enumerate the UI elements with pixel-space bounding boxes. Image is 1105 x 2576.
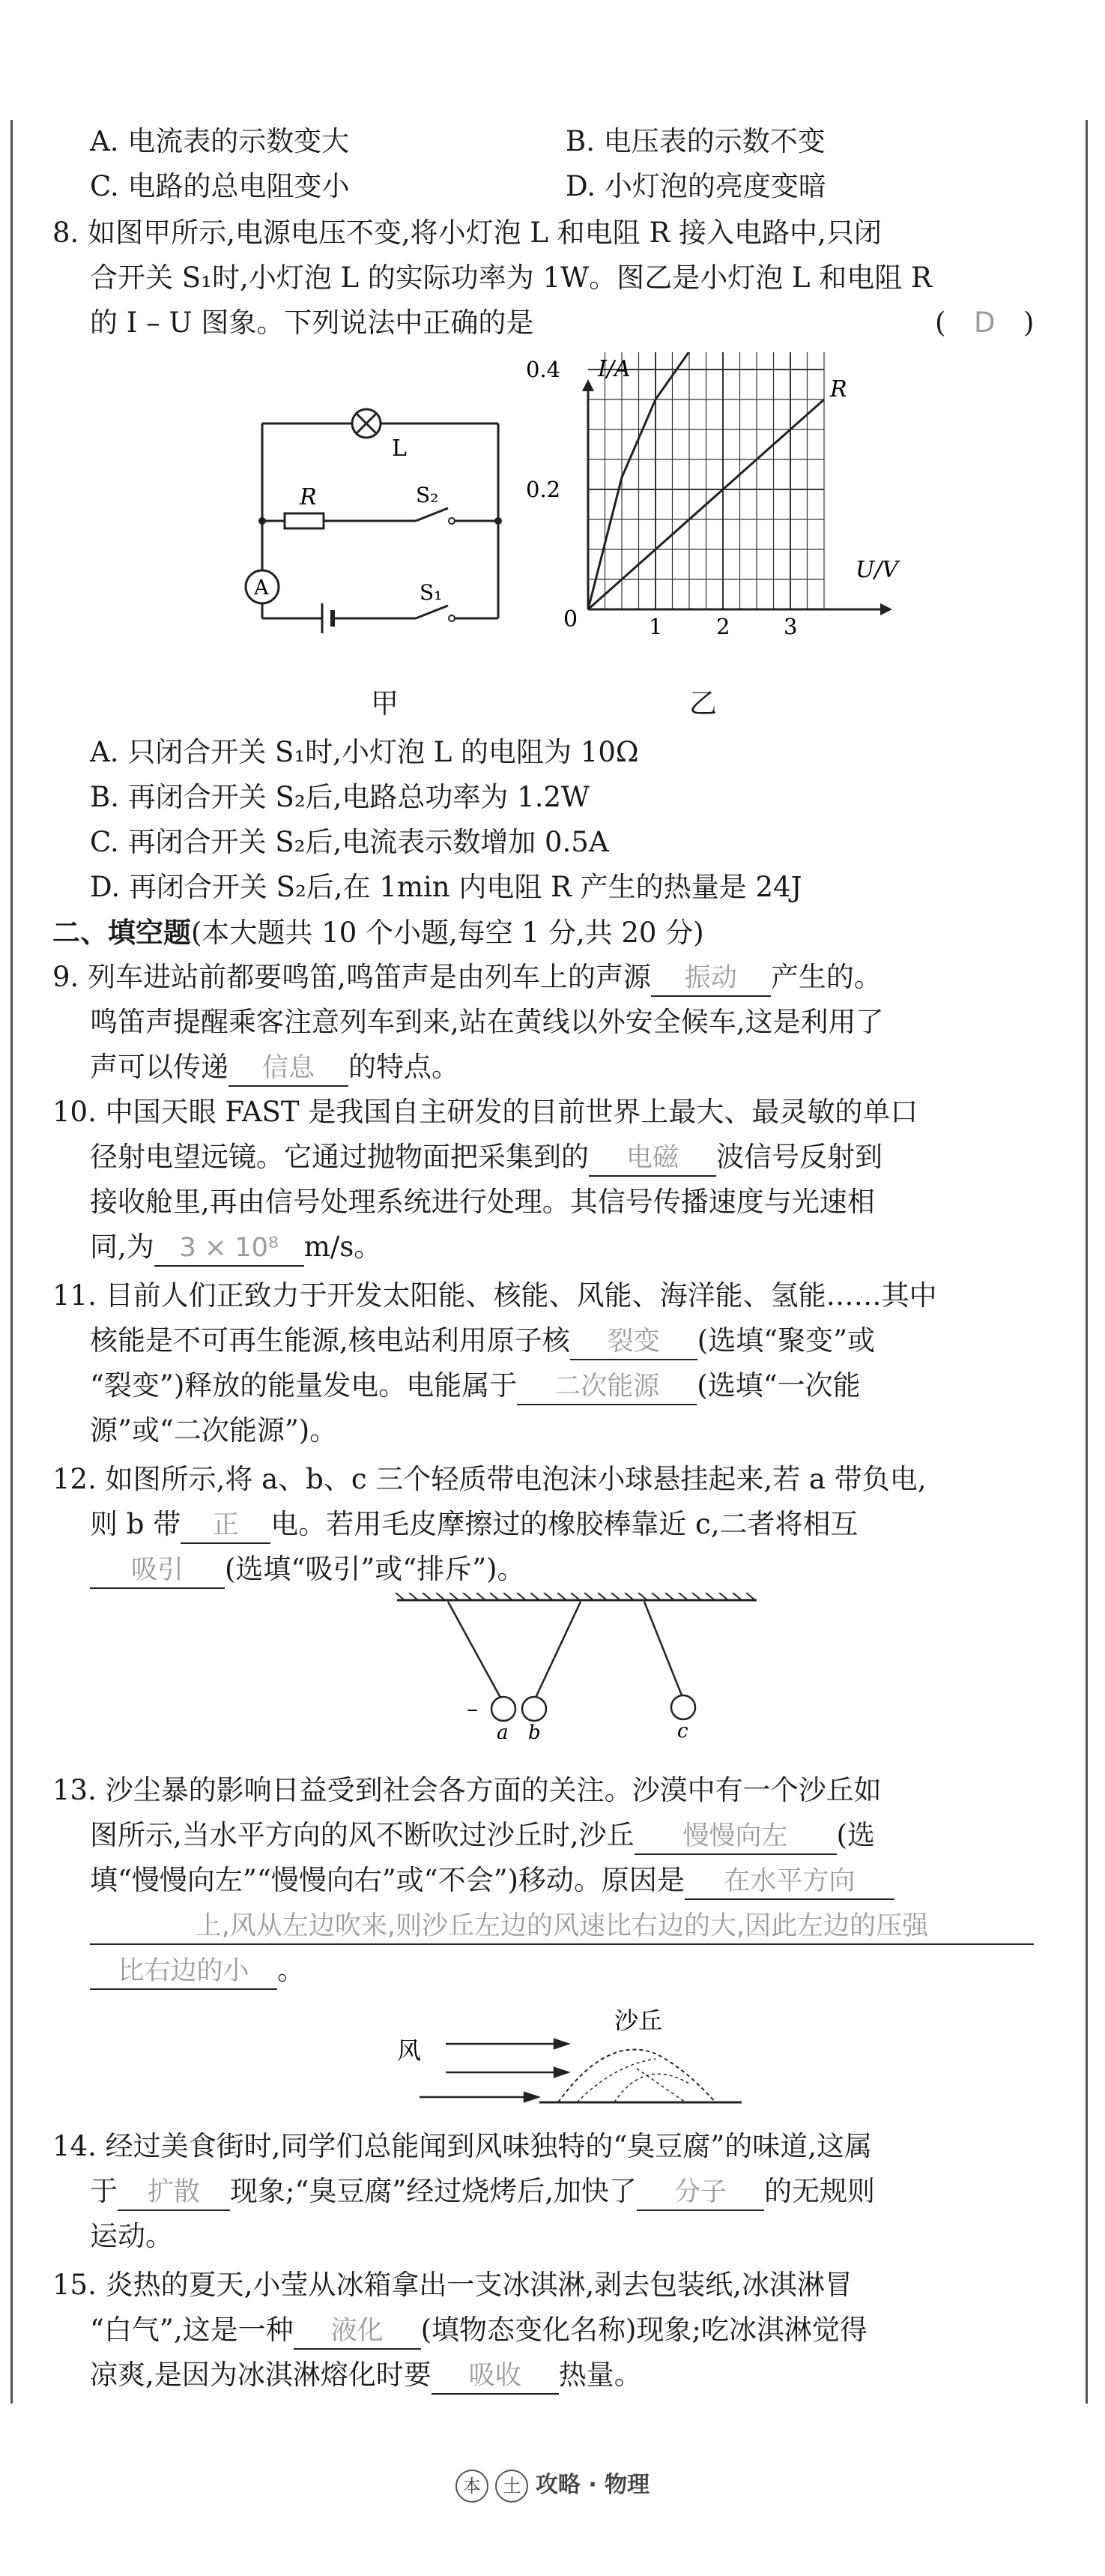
ball-a — [491, 1697, 515, 1721]
x-tick-label: 3 — [784, 614, 798, 639]
q8-line2: 合开关 S₁时,小灯泡 L 的实际功率为 1W。图乙是小灯泡 L 和电阻 R — [90, 262, 932, 294]
q15-line2 — [90, 2308, 868, 2352]
q15-answer-2: 吸收 — [432, 2359, 559, 2395]
q9-text-4: 的特点。 — [348, 1051, 459, 1083]
switch-s2-contact — [449, 518, 455, 524]
thread-a — [448, 1602, 500, 1698]
q9-answer-2: 信息 — [228, 1051, 348, 1087]
y-tick-label: 0.2 — [526, 477, 561, 502]
q8-line1: 8. 如图甲所示,电源电压不变,将小灯泡 L 和电阻 R 接入电路中,只闭 — [52, 217, 882, 249]
x-tick-label: 1 — [649, 614, 663, 639]
q11-text-2: (选填“聚变”或 — [697, 1324, 876, 1357]
left-margin-line — [10, 120, 13, 2404]
q12-line1: 12. 如图所示,将 a、b、c 三个轻质带电泡沫小球悬挂起来,若 a 带负电, — [52, 1463, 927, 1495]
q12-answer-1: 正 — [181, 1508, 270, 1544]
ball-c — [671, 1695, 695, 1719]
section-note: (本大题共 10 个小题,每空 1 分,共 20 分) — [191, 917, 704, 949]
q8-answer-bracket — [935, 301, 1034, 345]
q12-answer-2: 吸引 — [90, 1553, 225, 1589]
wind-arrow-1-head — [554, 2039, 568, 2048]
ball-a-label: a — [497, 1722, 509, 1739]
pith-balls-figure — [390, 1593, 764, 1739]
q10-line4 — [90, 1225, 381, 1269]
q10-text-2: 波信号反射到 — [716, 1141, 883, 1173]
origin-label: 0 — [563, 606, 578, 633]
wind-arrow-2-head — [554, 2068, 568, 2077]
q9-line1 — [52, 956, 882, 999]
q12-text-3: (选填“吸引”或“排斥”)。 — [225, 1553, 525, 1585]
ball-c-label: c — [677, 1720, 688, 1739]
q10-answer-2: 3 × 10⁸ — [154, 1231, 304, 1267]
q14-line3: 运动。 — [90, 2220, 173, 2252]
y-axis-arrow-icon — [582, 379, 594, 391]
circuit-caption: 甲 — [371, 687, 399, 720]
q15-answer-1: 液化 — [294, 2314, 421, 2350]
q13-line4 — [90, 1904, 1034, 1947]
q8-option-a: A. 只闭合开关 S₁时,小灯泡 L 的电阻为 10Ω — [90, 736, 639, 768]
switch-s1-icon — [416, 606, 448, 618]
q10-answer-1: 电磁 — [589, 1141, 716, 1177]
lamp-label: L — [392, 435, 407, 462]
switch-s1-label: S₁ — [420, 580, 443, 605]
q7-option-b: B. 电压表的示数不变 — [566, 125, 826, 157]
y-tick-label: 0.4 — [526, 357, 561, 382]
footer-badge-1: 本 — [455, 2470, 488, 2503]
q9-text-3: 声可以传递 — [90, 1051, 228, 1083]
q13-answer-2a: 在水平方向 — [685, 1864, 894, 1900]
q13-text-4: 。 — [277, 1954, 305, 1986]
q10-text-4: m/s。 — [303, 1231, 382, 1263]
switch-s2-label: S₂ — [416, 483, 439, 507]
q15-text-3: 凉爽,是因为冰淇淋熔化时要 — [90, 2359, 432, 2391]
q15-line3 — [90, 2353, 642, 2397]
resistor-icon — [285, 513, 324, 528]
switch-s1-contact — [449, 615, 455, 621]
graph-caption: 乙 — [689, 687, 717, 720]
q7-option-c: C. 电路的总电阻变小 — [90, 170, 350, 202]
thread-c — [644, 1602, 682, 1695]
q13-line3 — [90, 1859, 894, 1902]
dune-inner-lines — [577, 2059, 689, 2102]
q7-option-a: A. 电流表的示数变大 — [90, 125, 350, 157]
q8-option-c: C. 再闭合开关 S₂后,电流表示数增加 0.5A — [90, 826, 609, 858]
q10-text-3: 同,为 — [90, 1231, 154, 1263]
q13-answer-1: 慢慢向左 — [635, 1819, 837, 1855]
q13-line1: 13. 沙尘暴的影响日益受到社会各方面的关注。沙漠中有一个沙丘如 — [52, 1774, 882, 1806]
page-footer — [0, 2466, 1105, 2503]
iu-graph — [517, 352, 921, 652]
q8-option-b: B. 再闭合开关 S₂后,电路总功率为 1.2W — [90, 781, 590, 813]
q12-text-2: 电。若用毛皮摩擦过的橡胶棒靠近 c,二者将相互 — [270, 1508, 859, 1540]
footer-badge-2: 土 — [495, 2470, 528, 2503]
junction-left — [258, 517, 266, 525]
q14-line2 — [90, 2170, 875, 2213]
q13-line5 — [90, 1949, 305, 1992]
q9-text-2: 产生的。 — [770, 961, 882, 993]
q14-answer-1: 扩散 — [118, 2175, 230, 2211]
q9-line3 — [90, 1046, 459, 1089]
dune-label: 沙丘 — [614, 2006, 663, 2035]
q11-text-4: (选填“一次能 — [697, 1369, 861, 1402]
q8-paren-open: ( — [935, 307, 946, 339]
q10-text-1: 径射电望远镜。它通过抛物面把采集到的 — [90, 1141, 589, 1173]
q10-line2 — [90, 1135, 883, 1179]
x-axis-label: U/V — [856, 557, 899, 583]
junction-right — [494, 517, 502, 525]
ball-a-charge: – — [467, 1696, 478, 1722]
q13-answer-2c: 比右边的小 — [90, 1954, 277, 1990]
q9-text-1: 9. 列车进站前都要鸣笛,鸣笛声是由列车上的声源 — [52, 961, 651, 993]
q14-answer-2: 分子 — [637, 2175, 764, 2211]
dune-outline — [558, 2050, 715, 2102]
q15-text-1: “白气”,这是一种 — [90, 2314, 294, 2346]
right-margin-line — [1086, 120, 1088, 2404]
q14-text-2: 现象;“臭豆腐”经过烧烤后,加快了 — [230, 2175, 638, 2207]
q11-text-1: 核能是不可再生能源,核电站利用原子核 — [90, 1324, 570, 1357]
q12-line3 — [90, 1548, 525, 1591]
section-heading — [52, 911, 704, 955]
ammeter-label: A — [254, 576, 269, 600]
ball-b-label: b — [528, 1722, 541, 1739]
q9-line2: 鸣笛声提醒乘客注意列车到来,站在黄线以外安全候车,这是利用了 — [90, 1006, 884, 1038]
ball-b — [522, 1697, 546, 1721]
q12-text-1: 则 b 带 — [90, 1508, 181, 1540]
switch-s2-icon — [416, 508, 448, 521]
wind-label: 风 — [397, 2036, 422, 2065]
q14-text-3: 的无规则 — [764, 2175, 876, 2207]
q15-line1: 15. 炎热的夏天,小莹从冰箱拿出一支冰淇淋,剥去包装纸,冰淇淋冒 — [52, 2269, 853, 2301]
curve-R-label: R — [830, 376, 847, 402]
q11-line4: 源”或“二次能源”)。 — [90, 1414, 338, 1447]
q9-answer-1: 振动 — [651, 961, 771, 997]
q11-line2 — [90, 1319, 875, 1363]
wind-arrow-3-head — [524, 2093, 538, 2102]
q8-answer: D — [973, 307, 996, 339]
q13-text-3: 填“慢慢向左”“慢慢向右”或“不会”)移动。原因是 — [90, 1864, 685, 1896]
q11-line1: 11. 目前人们正致力于开发太阳能、核能、风能、海洋能、氢能……其中 — [52, 1279, 937, 1312]
q14-text-1: 于 — [90, 2175, 118, 2207]
q15-text-4: 热量。 — [558, 2359, 642, 2391]
q10-line3: 接收舱里,再由信号处理系统进行处理。其信号传播速度与光速相 — [90, 1186, 875, 1218]
q11-answer-1: 裂变 — [570, 1324, 697, 1360]
resistor-label: R — [300, 484, 317, 510]
q8-option-d: D. 再闭合开关 S₂后,在 1min 内电阻 R 产生的热量是 24J — [90, 871, 802, 903]
circuit-diagram — [240, 390, 524, 645]
q11-line3 — [90, 1364, 861, 1408]
graph-grid — [588, 352, 824, 609]
q13-line2 — [90, 1814, 875, 1857]
q7-option-d: D. 小灯泡的亮度变暗 — [566, 170, 826, 202]
section-title: 二、填空题 — [52, 916, 191, 949]
q15-text-2: (填物态变化名称)现象;吃冰淇淋觉得 — [420, 2314, 868, 2346]
q13-answer-2b: 上,风从左边吹来,则沙丘左边的风速比右边的大,因此左边的压强 — [90, 1909, 1034, 1945]
x-axis-arrow-icon — [880, 603, 892, 615]
q14-line1: 14. 经过美食街时,同学们总能闻到风味独特的“臭豆腐”的味道,这属 — [52, 2130, 872, 2162]
x-tick-labels — [649, 614, 797, 639]
q12-line2 — [90, 1503, 858, 1546]
q13-text-1: 图所示,当水平方向的风不断吹过沙丘时,沙丘 — [90, 1819, 635, 1851]
footer-text: 攻略 · 物理 — [535, 2472, 650, 2498]
thread-b — [536, 1602, 581, 1698]
y-tick-labels — [526, 352, 560, 502]
y-axis-label: I/A — [598, 356, 631, 382]
x-tick-label: 2 — [716, 614, 730, 639]
q8-line3: 的 I – U 图象。下列说法中正确的是 — [90, 307, 534, 339]
q13-text-2: (选 — [836, 1819, 875, 1851]
sand-dune-figure — [390, 1997, 764, 2110]
q10-line1: 10. 中国天眼 FAST 是我国自主研发的目前世界上最大、最灵敏的单口 — [52, 1096, 918, 1128]
q8-paren-close: ) — [1023, 307, 1035, 339]
q11-answer-2: 二次能源 — [517, 1369, 697, 1405]
q11-text-3: “裂变”)释放的能量发电。电能属于 — [90, 1369, 518, 1402]
